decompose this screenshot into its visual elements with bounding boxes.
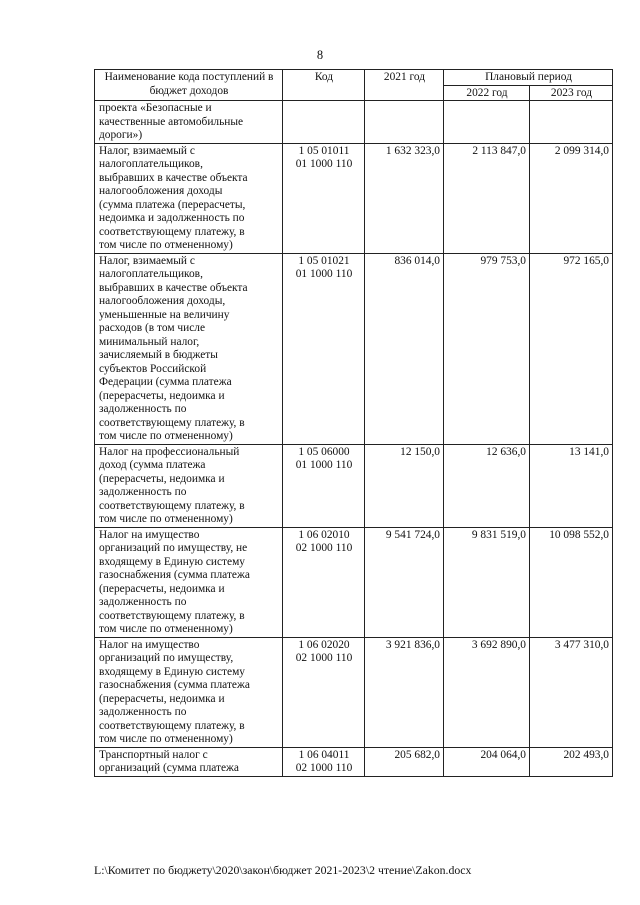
row-value-2021: 1 632 323,0 bbox=[365, 143, 444, 253]
row-name: Налог, взимаемый с налогоплательщиков, выбравших в качестве объекта налогообложения доходы, уменьшенные на величину расходов (в том числе минимальный налог, зачисляемый в бюджеты субъектов Российской Федерации (сумма платежа (перерасчеты, недоимка и задолженность по соответствующему платежу, в том числе по отмененному) bbox=[95, 253, 283, 444]
row-code: 1 05 06000 01 1000 110 bbox=[283, 444, 365, 527]
header-code: Код bbox=[283, 70, 365, 101]
row-code: 1 06 02010 02 1000 110 bbox=[283, 527, 365, 637]
row-value-2022: 9 831 519,0 bbox=[444, 527, 530, 637]
row-name: Налог на имущество организаций по имуществу, входящему в Единую систему газоснабжения (сумма платежа (перерасчеты, недоимка и задолженность по соответствующему платежу, в том числе по отмененному) bbox=[95, 637, 283, 747]
row-value-2022: 3 692 890,0 bbox=[444, 637, 530, 747]
table-row bbox=[95, 253, 613, 444]
row-value-2023: 202 493,0 bbox=[530, 747, 613, 776]
header-year-2023: 2023 год bbox=[530, 85, 613, 101]
header-plan-period: Плановый период bbox=[444, 70, 613, 86]
row-value-2021: 12 150,0 bbox=[365, 444, 444, 527]
row-value-2023: 13 141,0 bbox=[530, 444, 613, 527]
row-code: 1 05 01011 01 1000 110 bbox=[283, 143, 365, 253]
row-value-2022 bbox=[444, 101, 530, 144]
row-name: Налог на профессиональный доход (сумма платежа (перерасчеты, недоимка и задолженность по соответствующему платежу, в том числе по отмененному) bbox=[95, 444, 283, 527]
budget-table bbox=[94, 69, 613, 777]
header-year-2021: 2021 год bbox=[365, 70, 444, 101]
row-value-2021 bbox=[365, 101, 444, 144]
file-path-footer: L:\Комитет по бюджету\2020\закон\бюджет 2021-2023\2 чтение\Zakon.docx bbox=[94, 863, 472, 877]
row-value-2021: 9 541 724,0 bbox=[365, 527, 444, 637]
row-value-2023: 972 165,0 bbox=[530, 253, 613, 444]
header-year-2022: 2022 год bbox=[444, 85, 530, 101]
table-row bbox=[95, 637, 613, 747]
row-name: Налог, взимаемый с налогоплательщиков, выбравших в качестве объекта налогообложения доходы (сумма платежа (перерасчеты, недоимка и задолженность по соответствующему платежу, в том числе по отмененному) bbox=[95, 143, 283, 253]
row-value-2023: 2 099 314,0 bbox=[530, 143, 613, 253]
row-value-2022: 979 753,0 bbox=[444, 253, 530, 444]
row-name: Налог на имущество организаций по имуществу, не входящему в Единую систему газоснабжения (сумма платежа (перерасчеты, недоимка и задолженность по соответствующему платежу, в том числе по отмененному) bbox=[95, 527, 283, 637]
page-number: 8 bbox=[316, 48, 324, 62]
table-row bbox=[95, 444, 613, 527]
row-name: Транспортный налог с организаций (сумма платежа bbox=[95, 747, 283, 776]
row-value-2023: 3 477 310,0 bbox=[530, 637, 613, 747]
header-name: Наименование кода поступлений в бюджет доходов bbox=[95, 70, 283, 101]
table-row bbox=[95, 747, 613, 776]
row-code: 1 06 02020 02 1000 110 bbox=[283, 637, 365, 747]
row-code bbox=[283, 101, 365, 144]
table-row bbox=[95, 101, 613, 144]
row-value-2022: 12 636,0 bbox=[444, 444, 530, 527]
row-value-2023: 10 098 552,0 bbox=[530, 527, 613, 637]
row-value-2022: 204 064,0 bbox=[444, 747, 530, 776]
table-row bbox=[95, 143, 613, 253]
row-value-2021: 3 921 836,0 bbox=[365, 637, 444, 747]
row-code: 1 06 04011 02 1000 110 bbox=[283, 747, 365, 776]
row-code: 1 05 01021 01 1000 110 bbox=[283, 253, 365, 444]
row-name: проекта «Безопасные и качественные автомобильные дороги») bbox=[95, 101, 283, 144]
row-value-2021: 836 014,0 bbox=[365, 253, 444, 444]
header-row-top bbox=[95, 70, 613, 86]
row-value-2023 bbox=[530, 101, 613, 144]
row-value-2022: 2 113 847,0 bbox=[444, 143, 530, 253]
table-row bbox=[95, 527, 613, 637]
row-value-2021: 205 682,0 bbox=[365, 747, 444, 776]
